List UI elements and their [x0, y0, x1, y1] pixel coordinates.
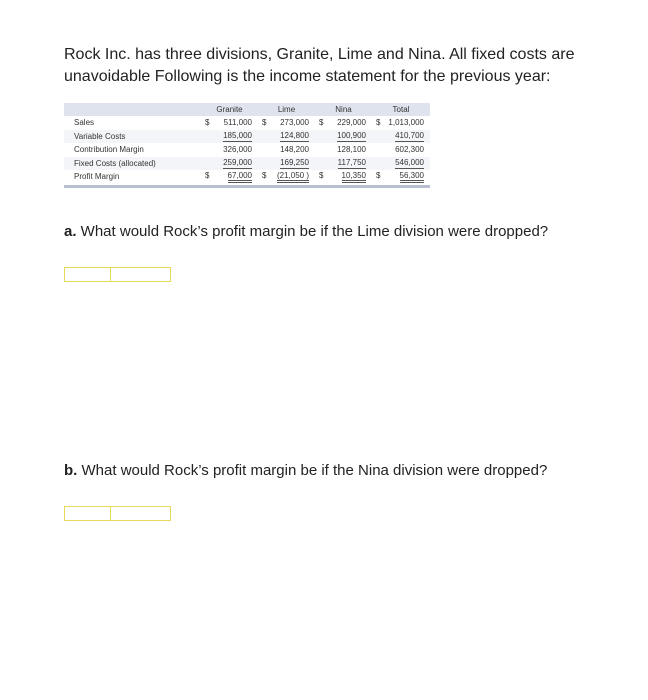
cell-total: 602,300: [395, 145, 424, 155]
question-a-prefix: a.: [64, 223, 77, 240]
table-bottom-rule: [64, 185, 430, 188]
cell-nina: 128,100: [337, 145, 366, 155]
statement-header-row: [64, 103, 430, 116]
question-b: [64, 461, 624, 481]
cell-nina: $ 229,000: [319, 118, 366, 128]
row-label: Fixed Costs (allocated): [74, 158, 156, 168]
row-contribution-margin: [64, 143, 430, 157]
intro-line-1: Rock Inc. has three divisions, Granite, Lime and Nina. All fixed costs are: [64, 46, 575, 63]
cell-total: $ 1,013,000: [376, 118, 424, 128]
problem-intro: [64, 44, 604, 88]
answer-a-value-field[interactable]: [111, 267, 171, 282]
cell-nina: 117,750: [337, 157, 366, 167]
row-label: Variable Costs: [74, 131, 126, 141]
cell-lime: 148,200: [280, 145, 309, 155]
cell-lime: $ (21,050 ): [258, 170, 315, 184]
income-statement: [64, 103, 430, 188]
cell-lime: 124,800: [280, 130, 309, 140]
cell-granite: $ 67,000: [201, 170, 258, 184]
cell-total: $ 56,300: [372, 170, 430, 184]
cell-lime: 169,250: [280, 157, 309, 167]
cell-total: 410,700: [395, 130, 424, 140]
cell-granite: 185,000: [223, 130, 252, 140]
row-label: Sales: [74, 118, 95, 128]
question-b-text: What would Rock’s profit margin be if the Nina division were dropped?: [77, 462, 548, 479]
row-label: Contribution Margin: [74, 145, 144, 155]
header-granite: Granite: [216, 105, 243, 114]
cell-granite: $ 511,000: [205, 118, 252, 128]
header-nina: Nina: [335, 105, 352, 114]
question-a: [64, 222, 624, 242]
cell-nina: 100,900: [337, 130, 366, 140]
question-a-text: What would Rock’s profit margin be if the Lime division were dropped?: [76, 223, 549, 240]
cell-granite: 326,000: [223, 145, 252, 155]
cell-total: 546,000: [395, 157, 424, 167]
row-label: Profit Margin: [74, 172, 120, 182]
answer-a-input-group[interactable]: [64, 267, 171, 282]
header-total: Total: [392, 105, 410, 114]
cell-nina: $ 10,350: [315, 170, 372, 184]
cell-granite: 259,000: [223, 157, 252, 167]
answer-a-label-field[interactable]: [64, 267, 111, 282]
row-profit-margin: [64, 170, 430, 184]
row-fixed-costs: [64, 157, 430, 171]
row-variable-costs: [64, 130, 430, 144]
row-sales: [64, 116, 430, 130]
answer-b-label-field[interactable]: [64, 506, 111, 521]
cell-lime: $ 273,000: [262, 118, 309, 128]
answer-b-input-group[interactable]: [64, 506, 171, 521]
header-lime: Lime: [277, 105, 296, 114]
answer-b-value-field[interactable]: [111, 506, 171, 521]
question-b-prefix: b.: [64, 462, 78, 479]
intro-line-2: unavoidable Following is the income statement for the previous year:: [64, 68, 551, 85]
